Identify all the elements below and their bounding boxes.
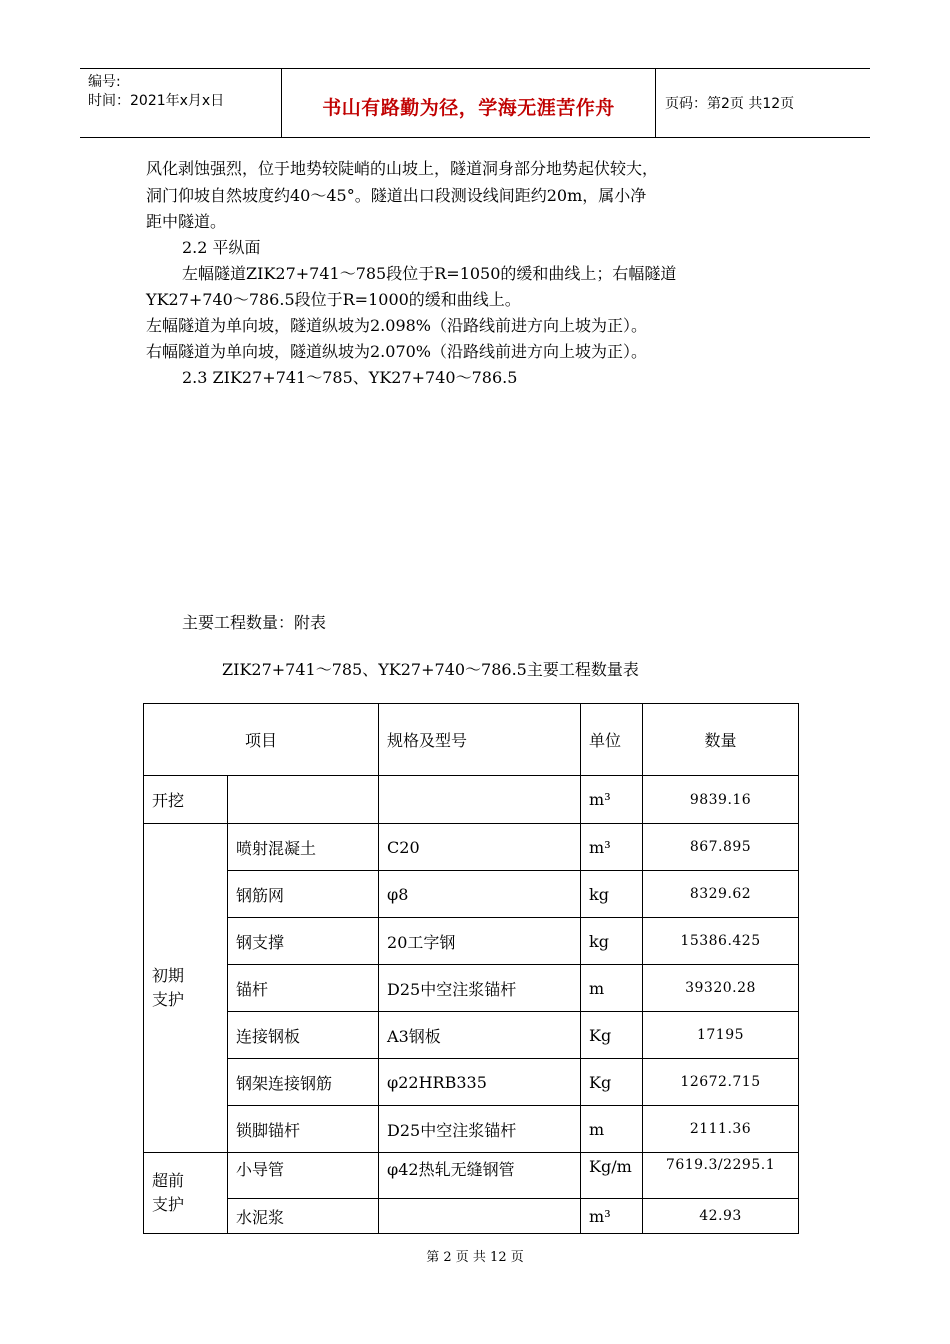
excavation-label: 开挖	[144, 776, 228, 824]
spec-cell: C20	[379, 824, 581, 871]
unit-cell: kg	[581, 918, 643, 965]
serial-label: 编号:	[88, 74, 121, 90]
item-cell: 小导管	[228, 1153, 379, 1199]
item-cell: 钢支撑	[228, 918, 379, 965]
unit-cell: m³	[581, 824, 643, 871]
advance-support-label: 超前 支护	[144, 1153, 228, 1234]
page-footer: 第 2 页 共 12 页	[426, 1250, 524, 1265]
quantity-table	[143, 703, 799, 1234]
table-header-row	[144, 704, 799, 776]
item-cell: 锚杆	[228, 965, 379, 1012]
initial-support-label: 初期 支护	[144, 824, 228, 1153]
attach-label: 主要工程数量：附表	[182, 613, 327, 632]
qty-cell: 15386.425	[643, 918, 799, 965]
table-row	[144, 1012, 799, 1059]
table-row	[144, 824, 799, 871]
qty-cell: 17195	[643, 1012, 799, 1059]
body-line: 左幅隧道ZIK27+741～785段位于R=1050的缓和曲线上；右幅隧道	[182, 264, 677, 283]
table-row	[144, 1199, 799, 1234]
unit-cell: Kg	[581, 1059, 643, 1106]
qty-cell: 12672.715	[643, 1059, 799, 1106]
item-cell: 连接钢板	[228, 1012, 379, 1059]
empty-cell	[379, 776, 581, 824]
item-cell: 喷射混凝土	[228, 824, 379, 871]
qty-cell: 8329.62	[643, 871, 799, 918]
item-cell: 钢架连接钢筋	[228, 1059, 379, 1106]
table-row	[144, 1106, 799, 1153]
qty-cell: 42.93	[643, 1199, 799, 1234]
header-qty: 数量	[643, 704, 799, 776]
time-label: 时间：2021年x月x日	[88, 93, 225, 109]
header-page-number: 页码：第2页 共12页	[665, 96, 795, 112]
section-heading: 2.3 ZIK27+741～785、YK27+740～786.5	[182, 368, 518, 387]
qty-cell: 2111.36	[643, 1106, 799, 1153]
body-line: 右幅隧道为单向坡，隧道纵坡为2.070%（沿路线前进方向上坡为正）。	[146, 342, 648, 361]
item-cell: 钢筋网	[228, 871, 379, 918]
unit-cell: m	[581, 1106, 643, 1153]
spec-cell: D25中空注浆锚杆	[379, 1106, 581, 1153]
section-heading: 2.2 平纵面	[182, 238, 261, 257]
header-motto: 书山有路勤为径，学海无涯苦作舟	[322, 97, 615, 119]
unit-cell: m³	[581, 776, 643, 824]
header-unit: 单位	[581, 704, 643, 776]
document-header	[80, 68, 870, 138]
table-row	[144, 776, 799, 824]
table-row	[144, 1059, 799, 1106]
spec-cell: A3钢板	[379, 1012, 581, 1059]
qty-cell: 39320.28	[643, 965, 799, 1012]
empty-cell	[228, 776, 379, 824]
table-row	[144, 918, 799, 965]
header-divider	[655, 69, 656, 137]
table-title: ZIK27+741～785、YK27+740～786.5主要工程数量表	[222, 660, 639, 679]
spec-cell: 20工字钢	[379, 918, 581, 965]
header-meta	[88, 73, 224, 111]
unit-cell: Kg	[581, 1012, 643, 1059]
qty-cell: 867.895	[643, 824, 799, 871]
spec-cell: φ8	[379, 871, 581, 918]
body-line: YK27+740～786.5段位于R=1000的缓和曲线上。	[146, 290, 521, 309]
spec-cell: φ22HRB335	[379, 1059, 581, 1106]
qty-cell: 9839.16	[643, 776, 799, 824]
header-item: 项目	[144, 704, 379, 776]
body-line: 距中隧道。	[146, 212, 227, 231]
spec-cell: φ42热轧无缝钢管	[379, 1153, 581, 1199]
body-line: 风化剥蚀强烈，位于地势较陡峭的山坡上，隧道洞身部分地势起伏较大，	[146, 159, 659, 178]
table-row	[144, 965, 799, 1012]
table-row	[144, 1153, 799, 1199]
spec-cell: D25中空注浆锚杆	[379, 965, 581, 1012]
unit-cell: m³	[581, 1199, 643, 1234]
unit-cell: kg	[581, 871, 643, 918]
spec-cell	[379, 1199, 581, 1234]
item-cell: 锁脚锚杆	[228, 1106, 379, 1153]
body-line: 左幅隧道为单向坡，隧道纵坡为2.098%（沿路线前进方向上坡为正）。	[146, 316, 648, 335]
qty-cell: 7619.3/2295.1	[643, 1153, 799, 1199]
unit-cell: m	[581, 965, 643, 1012]
table-row	[144, 871, 799, 918]
body-line: 洞门仰坡自然坡度约40～45°。隧道出口段测设线间距约20m，属小净	[146, 186, 647, 205]
item-cell: 水泥浆	[228, 1199, 379, 1234]
header-spec: 规格及型号	[379, 704, 581, 776]
unit-cell: Kg/m	[581, 1153, 643, 1199]
